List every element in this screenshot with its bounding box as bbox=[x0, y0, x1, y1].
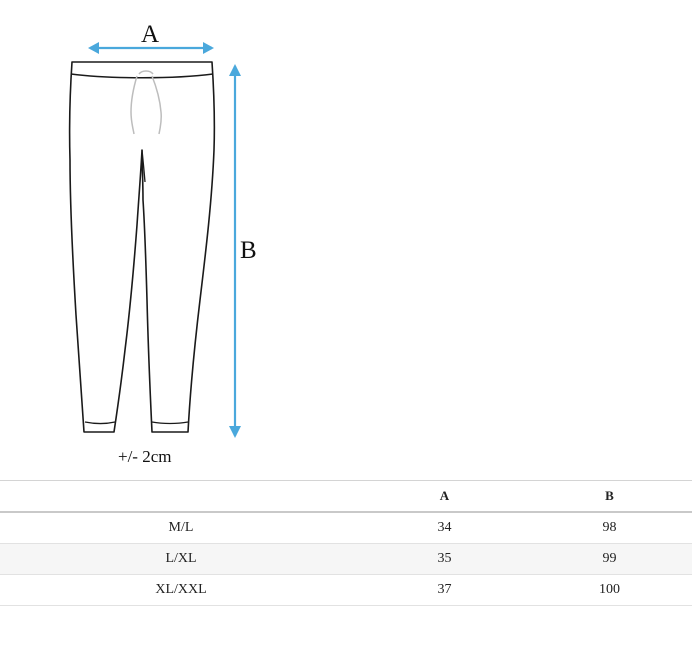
table-body bbox=[0, 512, 692, 606]
cell-size: L/XL bbox=[0, 544, 362, 575]
table-row bbox=[0, 512, 692, 544]
cell-size: M/L bbox=[0, 512, 362, 544]
cell-size: XL/XXL bbox=[0, 575, 362, 606]
cell-a: 37 bbox=[362, 575, 527, 606]
table-head bbox=[0, 481, 692, 513]
cell-a: 34 bbox=[362, 512, 527, 544]
cell-a: 35 bbox=[362, 544, 527, 575]
cell-b: 100 bbox=[527, 575, 692, 606]
tolerance-note: +/- 2cm bbox=[118, 447, 172, 466]
cell-b: 99 bbox=[527, 544, 692, 575]
table-row bbox=[0, 544, 692, 575]
header-size bbox=[0, 481, 362, 513]
pants-outline bbox=[70, 62, 215, 432]
cell-b: 98 bbox=[527, 512, 692, 544]
header-a: A bbox=[362, 481, 527, 513]
table-row bbox=[0, 575, 692, 606]
table-header-row bbox=[0, 481, 692, 513]
header-b: B bbox=[527, 481, 692, 513]
label-b: B bbox=[240, 237, 257, 264]
size-table bbox=[0, 480, 692, 606]
label-a: A bbox=[141, 21, 160, 48]
